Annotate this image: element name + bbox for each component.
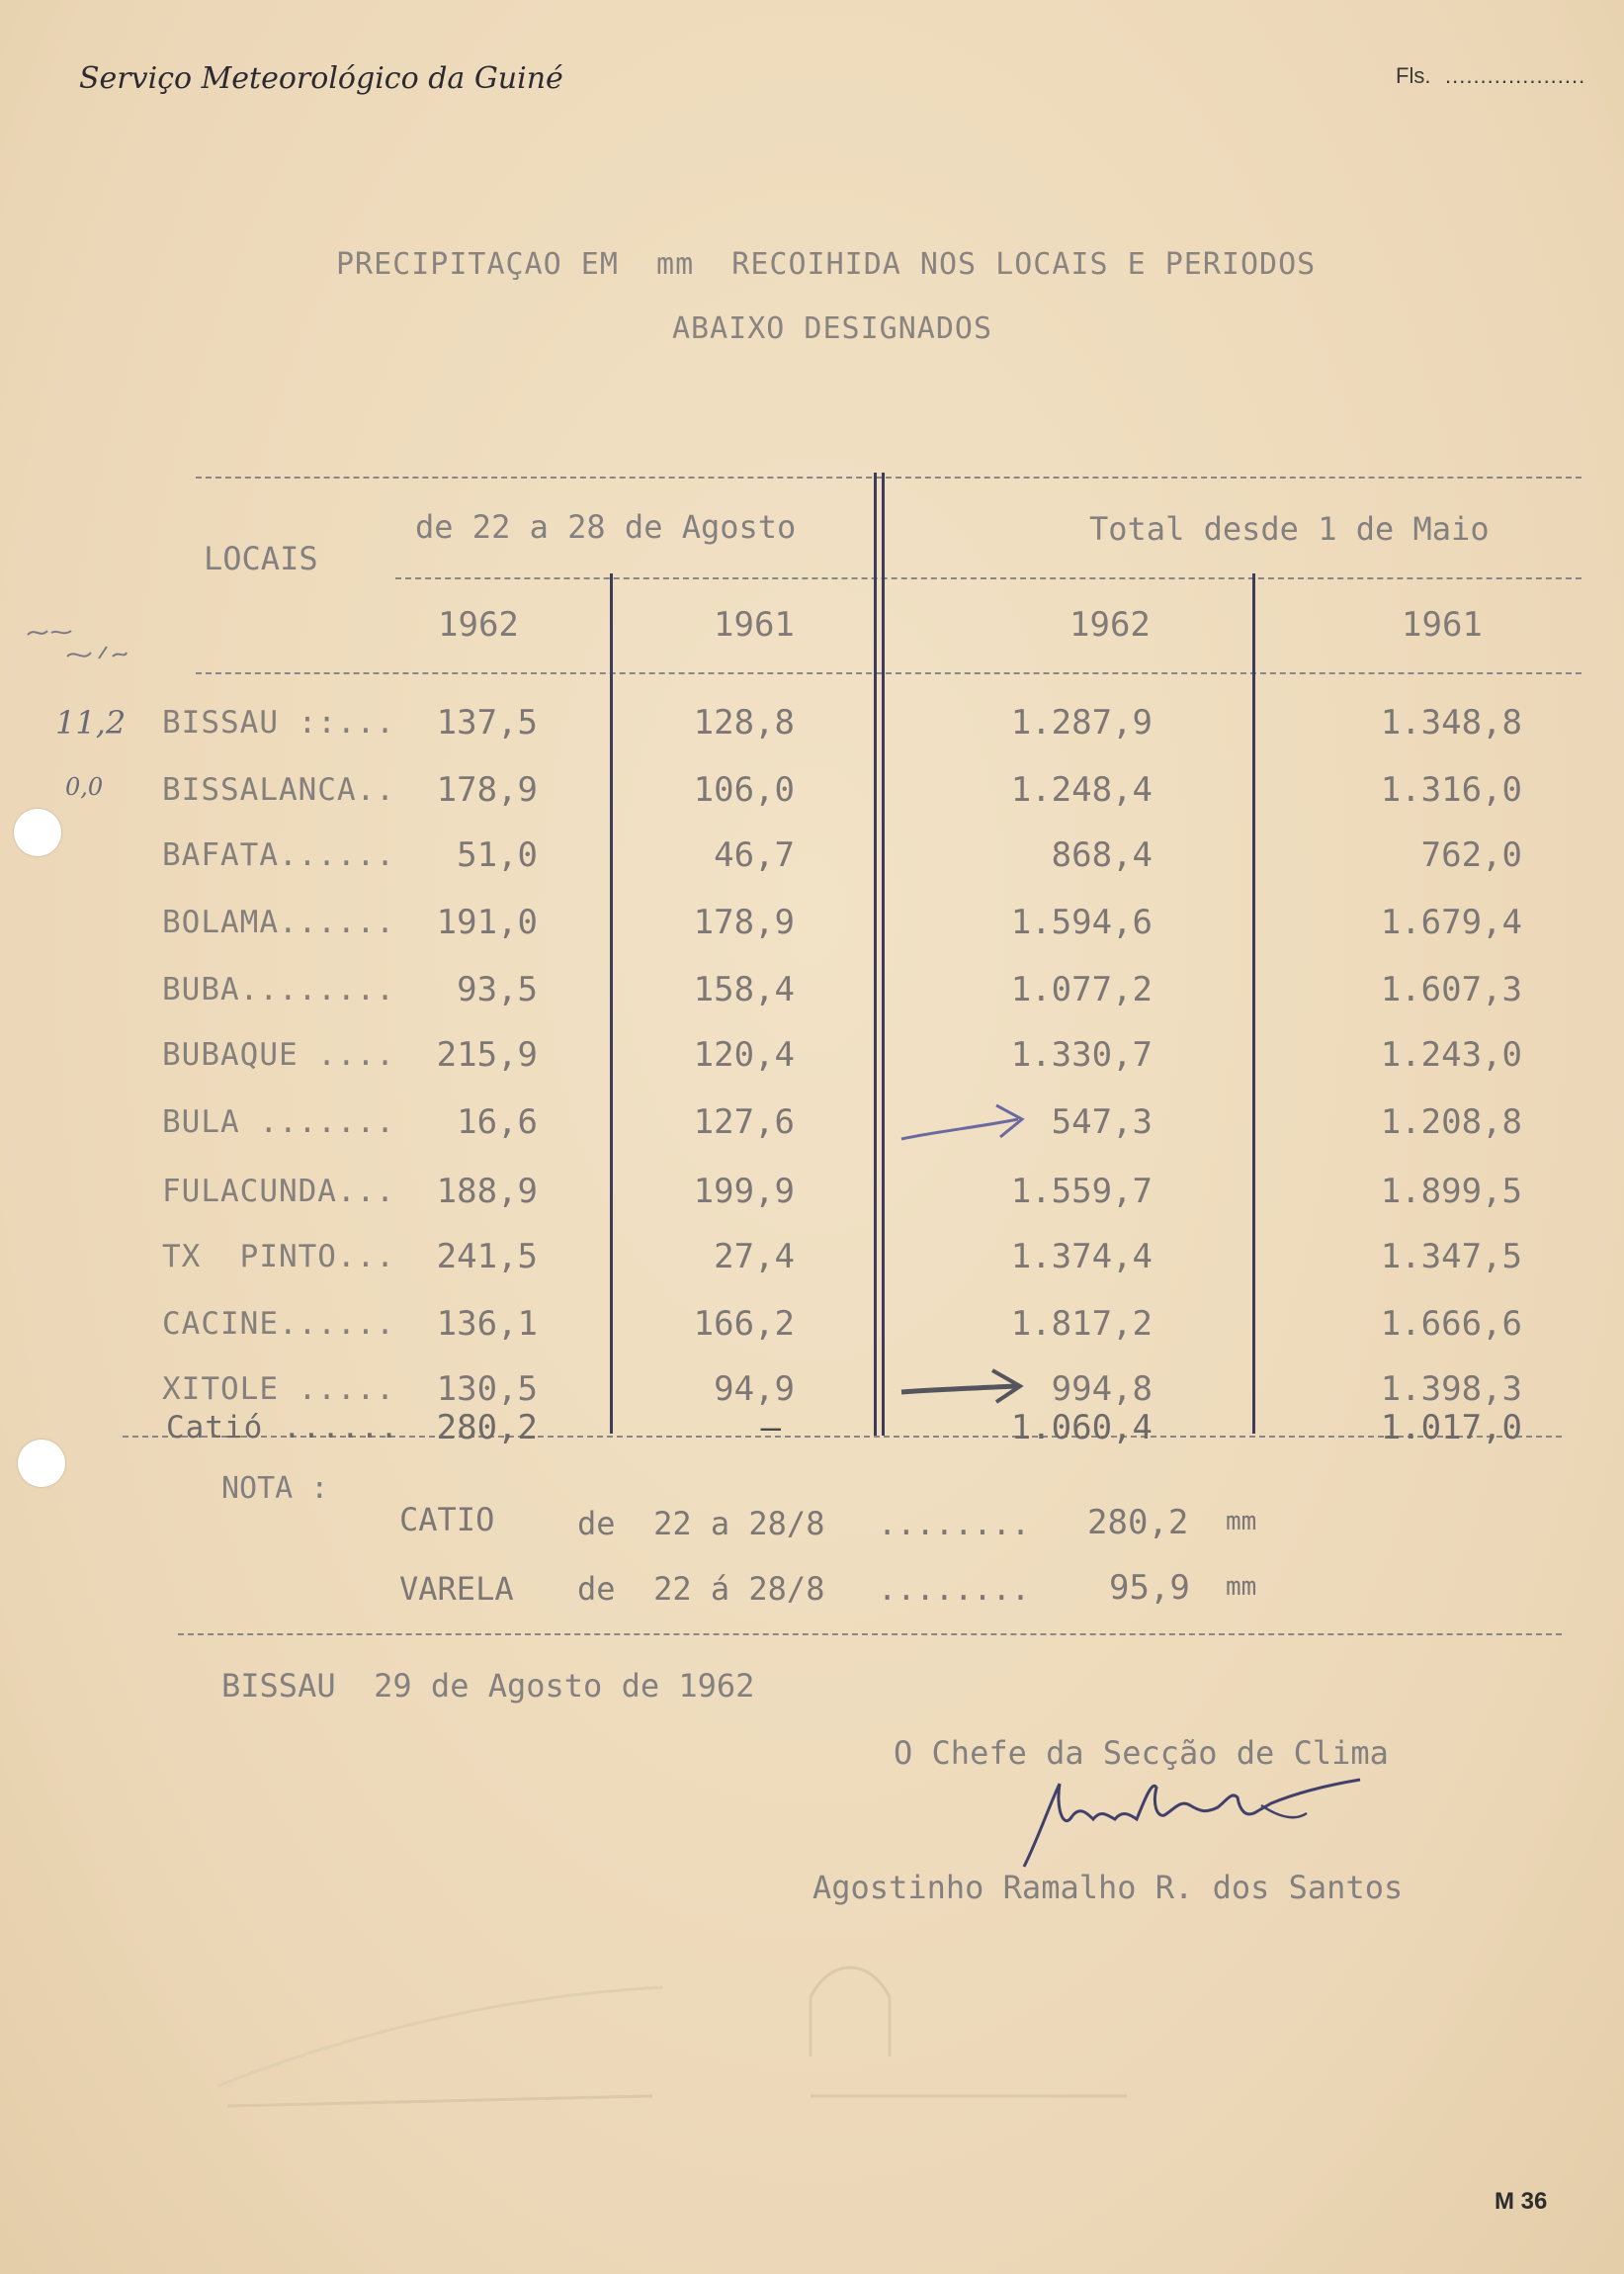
signature-name: Agostinho Ramalho R. dos Santos <box>812 1869 1404 1906</box>
value-week-1962: 136,1 <box>436 1304 538 1344</box>
header-locais: LOCAIS <box>204 540 318 577</box>
value-total-1961: 1.666,6 <box>1380 1304 1522 1344</box>
value-total-1962: 1.060,4 <box>1010 1408 1153 1447</box>
nota-dots: ........ <box>878 1570 1031 1608</box>
location-name: XITOLE ..... <box>162 1371 395 1407</box>
value-week-1962: 215,9 <box>436 1035 538 1075</box>
margin-note: 11,2 <box>55 704 127 742</box>
nota-value: 95,9 <box>1109 1568 1190 1608</box>
value-total-1962: 1.330,7 <box>1010 1035 1153 1075</box>
year-header-total-1961: 1961 <box>1402 605 1483 645</box>
value-total-1962: 1.077,2 <box>1010 970 1153 1009</box>
value-week-1961: 199,9 <box>693 1172 795 1211</box>
nota-period: de 22 á 28/8 <box>577 1570 825 1608</box>
value-total-1961: 1.348,8 <box>1380 703 1522 743</box>
punch-hole <box>14 809 61 856</box>
value-total-1961: 1.017,0 <box>1380 1408 1522 1447</box>
form-code: M 36 <box>1495 2188 1548 2215</box>
fls-label: Fls. <box>1396 63 1431 88</box>
stamp-ghost-mark <box>198 1938 1186 2116</box>
value-total-1962: 1.374,4 <box>1010 1237 1153 1276</box>
value-week-1962: 178,9 <box>436 770 538 810</box>
fls-dots: .................... <box>1445 63 1586 88</box>
year-header-total-1962: 1962 <box>1069 605 1151 645</box>
value-week-1961: 46,7 <box>714 835 795 875</box>
value-week-1962: 280,2 <box>436 1408 538 1447</box>
column-divider-3 <box>1252 573 1255 1434</box>
value-week-1961: 178,9 <box>693 903 795 942</box>
location-name: BUBAQUE .... <box>162 1037 395 1073</box>
signature-role: O Chefe da Secção de Clima <box>894 1734 1389 1772</box>
value-week-1961: 120,4 <box>693 1035 795 1075</box>
value-total-1961: 1.208,8 <box>1380 1102 1522 1142</box>
column-divider-double-b <box>882 473 885 1436</box>
location-name: FULACUNDA... <box>162 1174 395 1209</box>
value-week-1962: 16,6 <box>457 1102 538 1142</box>
arrow-icon <box>890 1362 1048 1412</box>
value-total-1962: 1.817,2 <box>1010 1304 1153 1344</box>
punch-hole <box>18 1440 65 1487</box>
value-total-1961: 1.347,5 <box>1380 1237 1522 1276</box>
table-top-rule <box>196 477 1581 479</box>
value-week-1961: 94,9 <box>714 1369 795 1409</box>
value-total-1962: 547,3 <box>1051 1102 1153 1142</box>
location-name: BAFATA...... <box>162 837 395 873</box>
arrow-icon <box>890 1097 1048 1157</box>
nota-place: VARELA <box>399 1570 514 1608</box>
margin-squiggle-icon <box>22 613 130 672</box>
signature-icon <box>998 1770 1374 1879</box>
value-week-1962: 241,5 <box>436 1237 538 1276</box>
location-name: TX PINTO... <box>162 1239 395 1274</box>
year-header-week-1962: 1962 <box>438 605 519 645</box>
value-total-1962: 1.559,7 <box>1010 1172 1153 1211</box>
year-header-week-1961: 1961 <box>714 605 795 645</box>
value-total-1962: 868,4 <box>1051 835 1153 875</box>
nota-unit: mm <box>1226 1507 1257 1536</box>
value-total-1962: 1.594,6 <box>1010 903 1153 942</box>
margin-note: 0,0 <box>65 773 104 801</box>
value-week-1962: 130,5 <box>436 1369 538 1409</box>
value-total-1962: 1.287,9 <box>1010 703 1153 743</box>
value-week-1961: 106,0 <box>693 770 795 810</box>
value-week-1962: 191,0 <box>436 903 538 942</box>
value-week-1961: 128,8 <box>693 703 795 743</box>
letterhead: Serviço Meteorológico da Guiné <box>79 61 563 96</box>
title-line-1: PRECIPITAÇAO EM mm RECOIHIDA NOS LOCAIS E PERIODOS <box>336 247 1317 282</box>
value-total-1961: 1.607,3 <box>1380 970 1522 1009</box>
value-total-1962: 1.248,4 <box>1010 770 1153 810</box>
value-week-1961: — <box>760 1408 781 1447</box>
header-period-week: de 22 a 28 de Agosto <box>415 508 797 546</box>
value-week-1962: 51,0 <box>457 835 538 875</box>
value-total-1961: 762,0 <box>1420 835 1522 875</box>
location-name: CACINE...... <box>162 1306 395 1342</box>
value-week-1961: 158,4 <box>693 970 795 1009</box>
value-week-1962: 93,5 <box>457 970 538 1009</box>
value-total-1961: 1.316,0 <box>1380 770 1522 810</box>
nota-bottom-rule <box>178 1633 1562 1635</box>
nota-unit: mm <box>1226 1572 1257 1602</box>
location-name: BOLAMA...... <box>162 905 395 940</box>
value-week-1961: 27,4 <box>714 1237 795 1276</box>
column-divider-double-a <box>874 473 877 1436</box>
value-total-1961: 1.679,4 <box>1380 903 1522 942</box>
nota-value: 280,2 <box>1087 1503 1189 1542</box>
value-week-1962: 137,5 <box>436 703 538 743</box>
place-date: BISSAU 29 de Agosto de 1962 <box>221 1667 755 1705</box>
value-week-1961: 166,2 <box>693 1304 795 1344</box>
nota-place: CATIO <box>399 1501 495 1538</box>
value-total-1962: 994,8 <box>1051 1369 1153 1409</box>
location-name: BUBA........ <box>162 972 395 1007</box>
title-line-2: ABAIXO DESIGNADOS <box>672 311 993 346</box>
value-week-1962: 188,9 <box>436 1172 538 1211</box>
location-name: BISSALANCA.. <box>162 772 395 808</box>
value-week-1961: 127,6 <box>693 1102 795 1142</box>
value-total-1961: 1.243,0 <box>1380 1035 1522 1075</box>
value-total-1961: 1.899,5 <box>1380 1172 1522 1211</box>
value-total-1961: 1.398,3 <box>1380 1369 1522 1409</box>
header-period-total: Total desde 1 de Maio <box>1089 510 1490 548</box>
nota-period: de 22 a 28/8 <box>577 1505 825 1542</box>
location-name: Catió ...... <box>166 1410 399 1445</box>
location-name: BULA ....... <box>162 1104 395 1140</box>
location-name: BISSAU ::... <box>162 705 395 741</box>
table-header-rule <box>196 672 1581 674</box>
table-subheader-rule <box>395 577 1581 579</box>
nota-label: NOTA : <box>221 1471 329 1506</box>
nota-dots: ........ <box>878 1505 1031 1542</box>
